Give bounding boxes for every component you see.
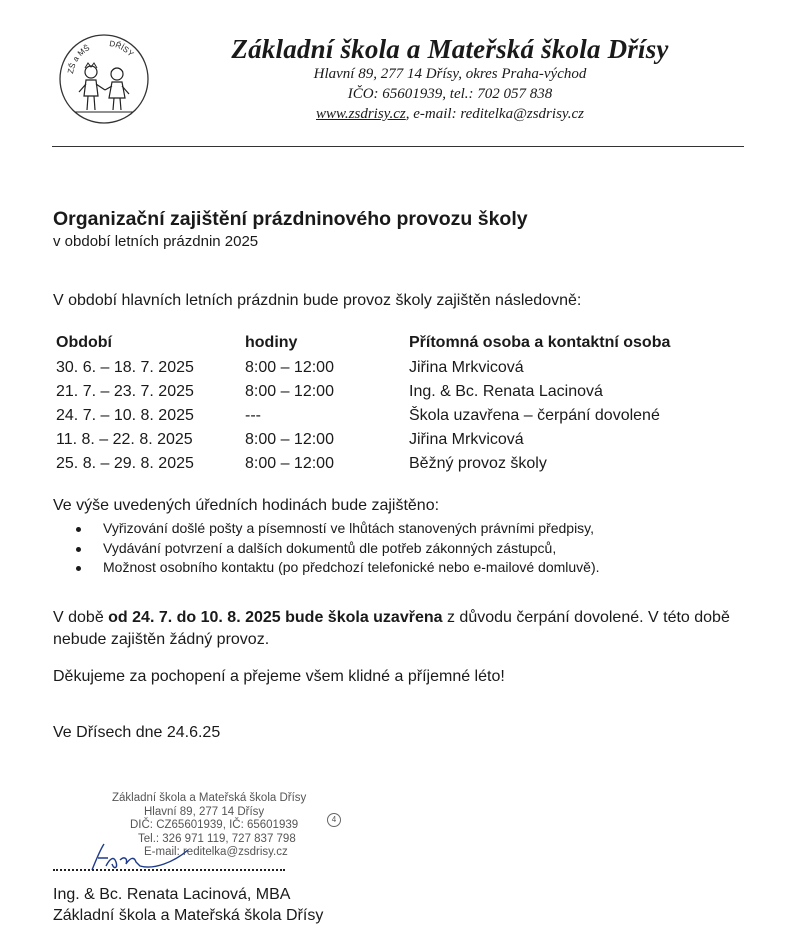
header-person: Přítomná osoba a kontaktní osoba	[409, 334, 671, 351]
row-hours: ---	[245, 407, 261, 424]
list-item	[76, 539, 600, 559]
header-divider	[52, 146, 744, 147]
row-person: Běžný provoz školy	[409, 455, 547, 472]
svg-text:ZŠ a MŠ	[66, 43, 91, 74]
row-person: Škola uzavřena – čerpání dovolené	[409, 407, 660, 424]
row-period: 11. 8. – 22. 8. 2025	[56, 431, 193, 448]
signer-name: Ing. & Bc. Renata Lacinová, MBA	[53, 886, 291, 903]
list-item-text: Vydávání potvrzení a dalších dokumentů dle potřeb zákonných zástupců,	[103, 539, 557, 556]
list-item-text: Vyřizování došlé pošty a písemností ve lhůtách stanovených právními předpisy,	[103, 520, 595, 536]
place-date: Ve Dřísech dne 24.6.25	[53, 724, 221, 741]
school-name: Základní škola a Mateřská škola Dřísy	[231, 34, 669, 64]
row-hours: 8:00 – 12:00	[245, 359, 334, 376]
header-hours: hodiny	[245, 334, 298, 351]
services-lead: Ve výše uvedených úředních hodinách bude zajištěno:	[53, 497, 440, 514]
email-text: , e-mail: reditelka@zsdrisy.cz	[405, 106, 584, 122]
row-period: 24. 7. – 10. 8. 2025	[56, 407, 194, 424]
stamp-line: Základní škola a Mateřská škola Dřísy	[112, 792, 307, 804]
closure-dates: od 24. 7. do 10. 8. 2025 bude škola uzavřena	[108, 609, 443, 626]
list-item	[76, 558, 600, 578]
intro-text: V období hlavních letních prázdnin bude provoz školy zajištěn následovně:	[53, 292, 582, 309]
closure-before: V době	[53, 609, 109, 626]
row-person: Ing. & Bc. Renata Lacinová	[409, 383, 603, 400]
header-period: Období	[56, 334, 112, 351]
row-hours: 8:00 – 12:00	[245, 431, 334, 448]
signer-organization: Základní škola a Mateřská škola Dřísy	[53, 907, 324, 924]
row-person: Jiřina Mrkvicová	[409, 359, 524, 376]
list-item	[76, 519, 600, 539]
signature-line	[53, 869, 285, 871]
school-ico-phone: IČO: 65601939, tel.: 702 057 838	[347, 86, 553, 102]
school-address: Hlavní 89, 277 14 Dřísy, okres Praha-východ	[313, 66, 587, 82]
thanks-text: Děkujeme za pochopení a přejeme všem klidné a příjemné léto!	[53, 668, 505, 685]
bullet-icon	[76, 527, 81, 532]
row-person: Jiřina Mrkvicová	[409, 431, 524, 448]
stamp-line: Hlavní 89, 277 14 Dřísy	[144, 805, 265, 818]
list-item-text: Možnost osobního kontaktu (po předchozí telefonické nebo e-mailové domluvě).	[103, 559, 600, 575]
website-link[interactable]: www.zsdrisy.cz	[316, 106, 406, 122]
document-title: Organizační zajištění prázdninového provozu školy	[53, 208, 528, 230]
stamp-line: DIČ: CZ65601939, IČ: 65601939	[130, 819, 299, 831]
closure-after: z důvodu čerpání dovolené. V této době nebude zajištěn žádný provoz.	[53, 609, 730, 648]
svg-text:DŘÍSY	[109, 39, 136, 59]
row-hours: 8:00 – 12:00	[245, 383, 334, 400]
closure-paragraph	[53, 607, 763, 651]
row-period: 30. 6. – 18. 7. 2025	[56, 359, 194, 376]
stamp-line: Tel.: 326 971 119, 727 837 798	[138, 832, 296, 845]
row-period: 25. 8. – 29. 8. 2025	[56, 455, 194, 472]
stamp-number: 4	[327, 813, 341, 827]
stamp-line: E-mail: reditelka@zsdrisy.cz	[144, 846, 288, 858]
document-subtitle: v období letních prázdnin 2025	[53, 233, 259, 250]
school-logo	[55, 30, 153, 128]
bullet-icon	[76, 547, 81, 552]
row-period: 21. 7. – 23. 7. 2025	[56, 383, 194, 400]
logo-text-left: ZŠ a MŠ	[66, 43, 92, 75]
bullet-icon	[76, 566, 81, 571]
school-contact	[160, 106, 740, 123]
services-list	[76, 519, 600, 578]
logo-text-right: DŘÍSY	[108, 38, 136, 59]
row-hours: 8:00 – 12:00	[245, 455, 334, 472]
signer-block	[53, 884, 323, 926]
